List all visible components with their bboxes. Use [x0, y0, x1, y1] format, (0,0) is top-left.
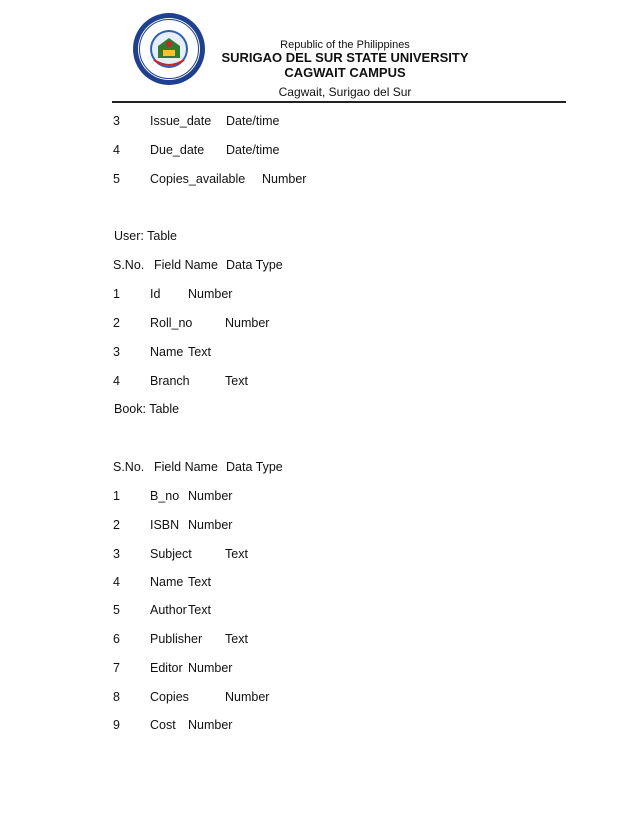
row-number: 1 [113, 489, 120, 503]
row-type: Number [188, 518, 233, 532]
row-number: 1 [113, 287, 120, 301]
row-type: Number [225, 316, 270, 330]
header-divider [112, 101, 566, 103]
row-number: 2 [113, 518, 120, 532]
row-type: Number [225, 690, 270, 704]
row-type: Text [188, 575, 211, 589]
user-table-title: User: Table [114, 229, 177, 243]
row-type: Text [225, 547, 248, 561]
row-type: Date/time [226, 143, 280, 157]
row-number: 3 [113, 345, 120, 359]
row-field: Name [150, 345, 184, 359]
campus-name: CAGWAIT CAMPUS [284, 65, 406, 80]
row-number: 5 [113, 172, 120, 186]
row-field: Editor [150, 661, 183, 675]
campus-address: Cagwait, Surigao del Sur [278, 85, 412, 99]
header-sno: S.No. [113, 258, 145, 272]
row-type: Text [225, 632, 248, 646]
header-data-type: Data Type [226, 258, 283, 272]
book-table-title: Book: Table [114, 402, 180, 416]
row-number: 7 [113, 661, 120, 675]
row-field: Copies_available [150, 172, 246, 186]
row-type: Number [188, 661, 233, 675]
row-field: ISBN [150, 518, 180, 532]
row-field: Issue_date [150, 114, 212, 128]
row-field: Due_date [150, 143, 205, 157]
header-data-type: Data Type [226, 460, 283, 474]
row-number: 3 [113, 547, 120, 561]
row-field: Cost [150, 718, 176, 732]
row-number: 5 [113, 603, 120, 617]
row-number: 4 [113, 143, 120, 157]
row-type: Number [188, 287, 233, 301]
header-sno: S.No. [113, 460, 145, 474]
row-field: Roll_no [150, 316, 193, 330]
row-field: Author [150, 603, 187, 617]
republic-line: Republic of the Philippines [280, 39, 410, 51]
row-type: Date/time [226, 114, 280, 128]
header-field-name: Field Name [154, 460, 218, 474]
row-number: 2 [113, 316, 120, 330]
university-seal-logo [132, 12, 206, 86]
row-type: Text [188, 345, 211, 359]
row-number: 3 [113, 114, 120, 128]
row-field: Subject [150, 547, 192, 561]
row-field: Copies [150, 690, 189, 704]
row-type: Number [188, 718, 233, 732]
row-type: Number [188, 489, 233, 503]
row-type: Number [262, 172, 307, 186]
row-number: 6 [113, 632, 120, 646]
row-field: Id [150, 287, 161, 301]
row-number: 9 [113, 718, 120, 732]
row-number: 8 [113, 690, 120, 704]
row-field: Branch [150, 374, 190, 388]
university-name: SURIGAO DEL SUR STATE UNIVERSITY [221, 50, 469, 65]
row-field: Publisher [150, 632, 203, 646]
row-type: Text [225, 374, 248, 388]
row-field: Name [150, 575, 184, 589]
header-field-name: Field Name [154, 258, 218, 272]
row-number: 4 [113, 374, 120, 388]
row-field: B_no [150, 489, 180, 503]
row-number: 4 [113, 575, 120, 589]
row-type: Text [188, 603, 211, 617]
